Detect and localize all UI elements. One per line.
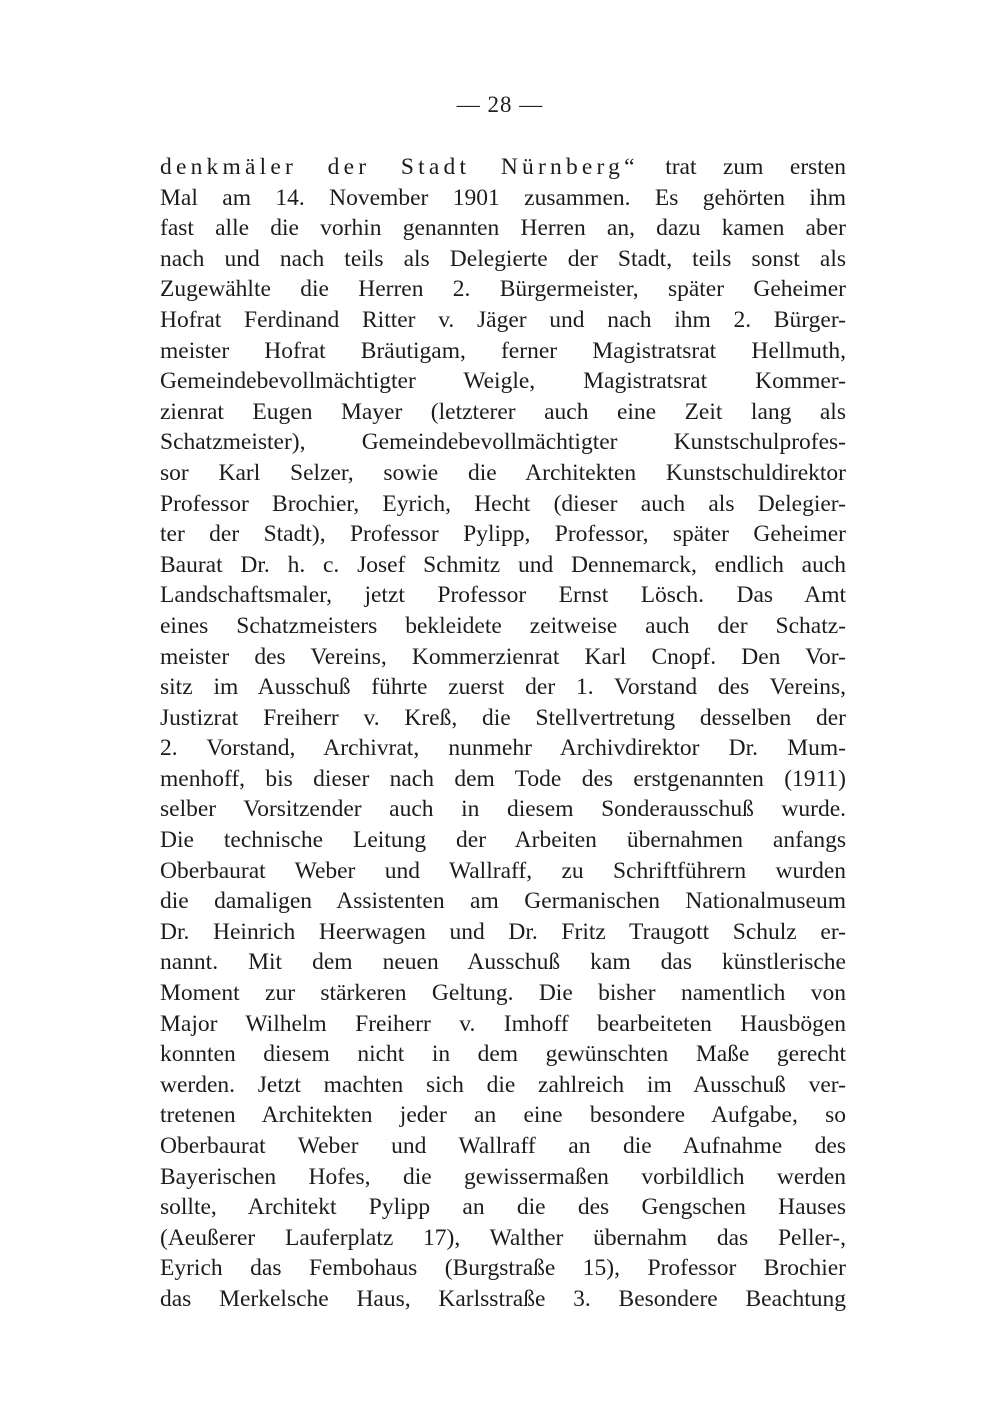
text-line: nannt. Mit dem neuen Ausschuß kam das künstlerische [160,949,846,976]
text-line: Professor Brochier, Eyrich, Hecht (dieser auch als Delegier- [160,490,846,517]
text-fragment: trat zum ersten [638,154,846,180]
text-line: (Aeußerer Lauferplatz 17), Walther übernahm das Peller-, [160,1224,846,1251]
text-line: Bayerischen Hofes, die gewissermaßen vorbildlich werden [160,1163,846,1190]
text-line: eines Schatzmeisters bekleidete zeitweise auch der Schatz- [160,612,846,639]
text-line: Die technische Leitung der Arbeiten übernahmen anfangs [160,827,846,854]
text-line: Mal am 14. November 1901 zusammen. Es gehörten ihm [160,184,846,211]
text-line: Zugewählte die Herren 2. Bürgermeister, später Geheimer [160,276,846,303]
text-line: Oberbaurat Weber und Wallraff an die Aufnahme des [160,1133,846,1159]
text-line: Schatzmeister), Gemeindebevollmächtigter Kunstschulprofes- [160,429,846,456]
text-line: werden. Jetzt machten sich die zahlreich im Ausschuß ver- [160,1071,846,1098]
text-line: sor Karl Selzer, sowie die Architekten Kunstschuldirektor [160,459,846,486]
text-line: sollte, Architekt Pylipp an die des Gengschen Hauses [160,1194,846,1221]
text-line: menhoff, bis dieser nach dem Tode des erstgenannten (1911) [160,765,846,792]
text-line: meister Hofrat Bräutigam, ferner Magistratsrat Hellmuth, [160,337,846,364]
text-line: Gemeindebevollmächtigter Weigle, Magistratsrat Kommer- [160,368,846,395]
page-number: — 28 — [456,92,544,117]
text-line: fast alle die vorhin genannten Herren an, dazu kamen aber [160,215,846,242]
text-line: Moment zur stärkeren Geltung. Die bisher namentlich von [160,980,846,1007]
text-line: nach und nach teils als Delegierte der Stadt, teils sonst als [160,245,846,272]
body-text [160,152,846,1315]
text-line: 2. Vorstand, Archivrat, nunmehr Archivdirektor Dr. Mum- [160,735,846,762]
text-line: sitz im Ausschuß führte zuerst der 1. Vorstand des Vereins, [160,674,846,701]
text-line [160,152,846,183]
text-line: die damaligen Assistenten am Germanischen Nationalmuseum [160,888,846,915]
text-line: Justizrat Freiherr v. Kreß, die Stellvertretung desselben der [160,704,846,731]
text-line: Hofrat Ferdinand Ritter v. Jäger und nach ihm 2. Bürger- [160,306,846,333]
text-line: Baurat Dr. h. c. Josef Schmitz und Dennemarck, endlich auch [160,551,846,578]
text-line: Eyrich das Fembohaus (Burgstraße 15), Professor Brochier [160,1255,846,1282]
text-line: selber Vorsitzender auch in diesem Sonderausschuß wurde. [160,796,846,823]
text-line: ter der Stadt), Professor Pylipp, Professor, später Geheimer [160,521,846,548]
text-line: Major Wilhelm Freiherr v. Imhoff bearbeiteten Hausbögen [160,1010,846,1037]
text-line: meister des Vereins, Kommerzienrat Karl Cnopf. Den Vor- [160,643,846,670]
text-line: Landschaftsmaler, jetzt Professor Ernst Lösch. Das Amt [160,582,846,609]
spaced-title: denkmäler der Stadt Nürnberg“ [160,154,639,180]
text-line: zienrat Eugen Mayer (letzterer auch eine Zeit lang als [160,398,846,425]
text-line: Dr. Heinrich Heerwagen und Dr. Fritz Traugott Schulz er- [160,918,846,945]
text-line: konnten diesem nicht in dem gewünschten Maße gerecht [160,1041,846,1068]
text-line: tretenen Architekten jeder an eine besondere Aufgabe, so [160,1102,846,1129]
text-line: Oberbaurat Weber und Wallraff, zu Schriftführern wurden [160,857,846,884]
text-line: das Merkelsche Haus, Karlsstraße 3. Besondere Beachtung [160,1285,846,1312]
